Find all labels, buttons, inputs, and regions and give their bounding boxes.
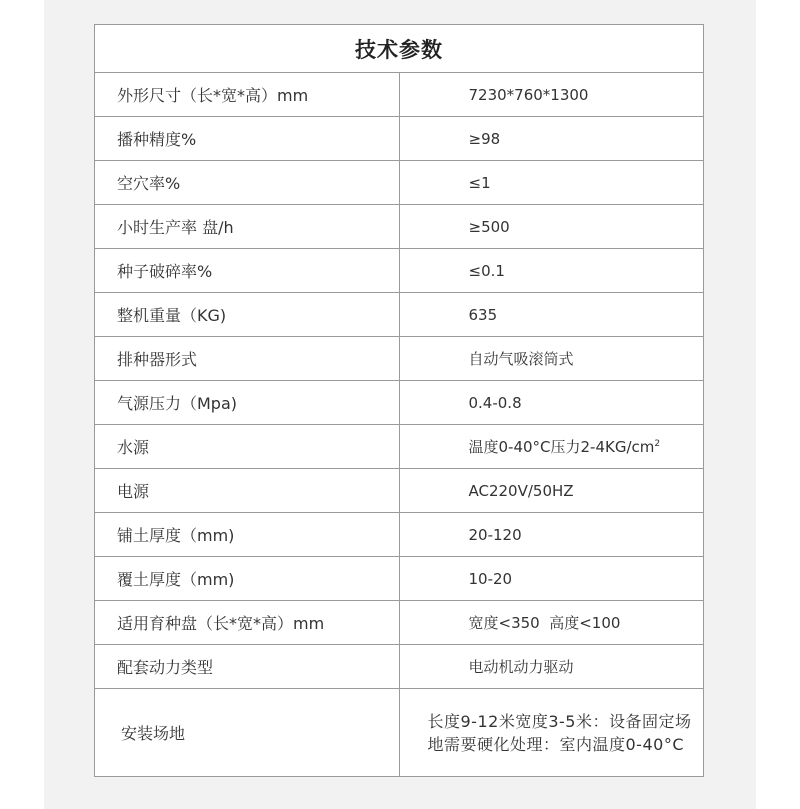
table-row xyxy=(95,73,704,117)
table-row xyxy=(95,381,704,425)
param-value: 7230*760*1300 xyxy=(399,73,704,117)
table-row xyxy=(95,117,704,161)
table-row xyxy=(95,249,704,293)
param-value: 10-20 xyxy=(399,557,704,601)
param-value: 长度9-12米宽度3-5米：设备固定场地需要硬化处理：室内温度0-40°C xyxy=(399,689,704,777)
table-row xyxy=(95,205,704,249)
spec-table xyxy=(94,24,704,777)
table-title: 技术参数 xyxy=(95,25,704,73)
param-value: AC220V/50HZ xyxy=(399,469,704,513)
param-label: 配套动力类型 xyxy=(95,645,400,689)
table-row xyxy=(95,293,704,337)
param-value: 自动气吸滚筒式 xyxy=(399,337,704,381)
param-value: ≤1 xyxy=(399,161,704,205)
param-value: ≥500 xyxy=(399,205,704,249)
param-value: 20-120 xyxy=(399,513,704,557)
param-value: ≥98 xyxy=(399,117,704,161)
table-row xyxy=(95,337,704,381)
table-header-row xyxy=(95,25,704,73)
param-label: 排种器形式 xyxy=(95,337,400,381)
param-value: 0.4-0.8 xyxy=(399,381,704,425)
param-label: 小时生产率 盘/h xyxy=(95,205,400,249)
param-value: 635 xyxy=(399,293,704,337)
table-row xyxy=(95,469,704,513)
param-value xyxy=(399,425,704,469)
table-row xyxy=(95,601,704,645)
table-row xyxy=(95,645,704,689)
param-label: 气源压力（Mpa) xyxy=(95,381,400,425)
param-label: 播种精度% xyxy=(95,117,400,161)
superscript-2: 2 xyxy=(654,439,661,449)
table-row xyxy=(95,513,704,557)
param-label: 铺土厚度（mm) xyxy=(95,513,400,557)
param-value: 宽度<350 高度<100 xyxy=(399,601,704,645)
param-value: 电动机动力驱动 xyxy=(399,645,704,689)
table-row xyxy=(95,161,704,205)
param-value: ≤0.1 xyxy=(399,249,704,293)
param-label: 电源 xyxy=(95,469,400,513)
param-label: 安装场地 xyxy=(95,689,400,777)
table-row xyxy=(95,689,704,777)
param-label: 水源 xyxy=(95,425,400,469)
param-label: 外形尺寸（长*宽*高）mm xyxy=(95,73,400,117)
param-label: 适用育种盘（长*宽*高）mm xyxy=(95,601,400,645)
param-label: 种子破碎率% xyxy=(95,249,400,293)
param-label: 整机重量（KG) xyxy=(95,293,400,337)
table-row xyxy=(95,425,704,469)
table-row xyxy=(95,557,704,601)
param-label: 覆土厚度（mm) xyxy=(95,557,400,601)
water-source-value: 温度0-40°C压力2-4KG/cm xyxy=(468,438,655,456)
param-label: 空穴率% xyxy=(95,161,400,205)
